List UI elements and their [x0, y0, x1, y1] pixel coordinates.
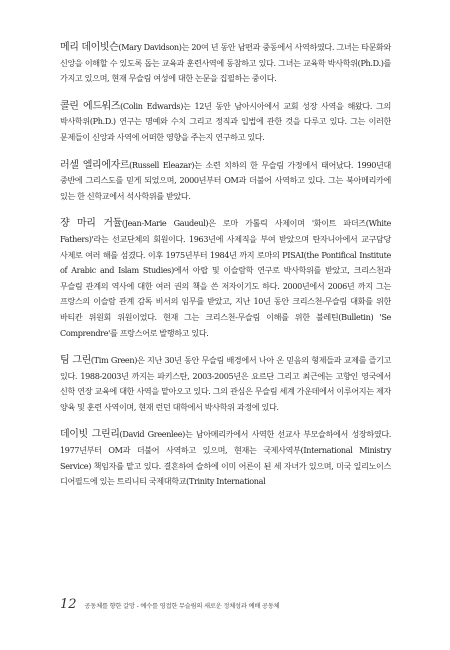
contributor-description: (Mary Davidson)는 20여 년 동안 남편과 중동에서 사역하였다. 그녀는 타문화와 신앙을 이해할 수 있도록 돕는 교육과 훈련사역에 동참하고 있다. 그녀는 교육학 박사학위(Ph.D.)를 가지고 있으며, 현재 무슬림 여성에 대한 논문을 집필하는 중이다.	[60, 42, 391, 84]
contributor-name: 팀 그린	[60, 355, 91, 367]
contributor-bio-mary-davidson	[60, 40, 391, 87]
contributor-bio-david-greenlee	[60, 427, 391, 489]
contributor-name: 데이빗 그린리	[60, 429, 120, 441]
contributor-name: 메리 데이빗슨	[60, 42, 119, 53]
contributor-name: 쟝 마리 거듈	[60, 218, 122, 230]
contributor-description: (Russell Eleazar)는 소련 치하의 한 무슬림 가정에서 태어났다. 1990년대 중반에 그리스도를 믿게 되었으며, 2000년부터 OM과 더불어 사역하고 있다. 그는 북아메리카에 있는 한 신학교에서 석사학위를 받았다.	[60, 159, 391, 201]
contributor-bio-russell-eleazar	[60, 158, 391, 205]
contributor-description: (Tim Green)은 지난 30년 동안 무슬림 배경에서 나아 온 믿음의 형제들과 교제를 즐기고 있다. 1988-2003년 까지는 파키스탄, 2003-2005년은 요르단 그리고 최근에는 고향인 영국에서 신학 연장 교육에 대한 사역을 맡아오고 있다. 그의 관심은 무슬림 세계 가운데에서 이루어지는 제자 양육 및 훈련 사역이며, 현재 런던 대학에서 박사학위 과정에 있다.	[60, 355, 392, 412]
contributor-name: 콜린 에드워즈	[60, 100, 121, 112]
page-footer	[60, 597, 279, 612]
contributor-bio-tim-green	[60, 353, 391, 415]
running-title: 공동체를 향한 갈망 - 예수를 영접한 무슬림의 새로운 정체성과 예배 공동체	[84, 603, 280, 610]
contributor-description: (Jean-Marie Gaudeul)은 로마 가톨릭 사제이며 '화이트 파더즈(White Fathers)'라는 선교단체의 회원이다. 1963년에 사제직을 부여 받았으며 탄자니아에서 교구담당 사제로 여러 해를 섬겼다. 이후 1975년부터 1984년 까지 로마의 PISAI(the Pontifical Institute of Arabic and Islam Studies)에서 아랍 및 이슬람학 연구로 박사학위를 받았고, 크리스천과 무슬림 관계의 역사에 대한 여러 권의 책을 쓴 저자이기도 하다. 2000년에서 2006년 까지 그는 프랑스의 이슬람 관계 감독 비서의 임무를 받았고, 지난 10년 동안 크리스천-무슬림 대화를 위한 바티칸 위원회 위원이었다. 현재 그는 크리스천-무슬림 이해를 위한 불레틴(Bulletin) 'Se Comprendre'를 프랑스어로 발행하고 있다.	[60, 218, 392, 338]
page-number: 12	[60, 597, 77, 612]
contributor-name: 러셀 엘리에자르	[60, 159, 130, 171]
contributor-description: (David Greenlee)는 남아메리카에서 사역한 선교사 부모슬하에서 성장하였다. 1977년부터 OM과 더불어 사역하고 있으며, 현재는 국제사역부(International Ministry Service) 책임자를 맡고 있다. 결혼하여 슬하에 이미 어른이 된 세 자녀가 있으며, 미국 일리노이스 디어필드에 있는 트리니티 국제대학교(Trinity International	[60, 429, 392, 487]
contributor-bio-colin-edwards	[60, 99, 391, 146]
contributor-bio-jean-marie-gaudeul	[60, 216, 391, 341]
contributor-description: (Colin Edwards)는 12년 동안 남아시아에서 교회 성장 사역을 해왔다. 그의 박사학위(Ph.D.) 연구는 명예와 수치 그리고 정직과 입법에 관한 것을 다루고 있다. 그는 이러한 문제들이 신앙과 사역에 어떠한 영향을 주는지 연구하고 있다.	[60, 100, 391, 142]
